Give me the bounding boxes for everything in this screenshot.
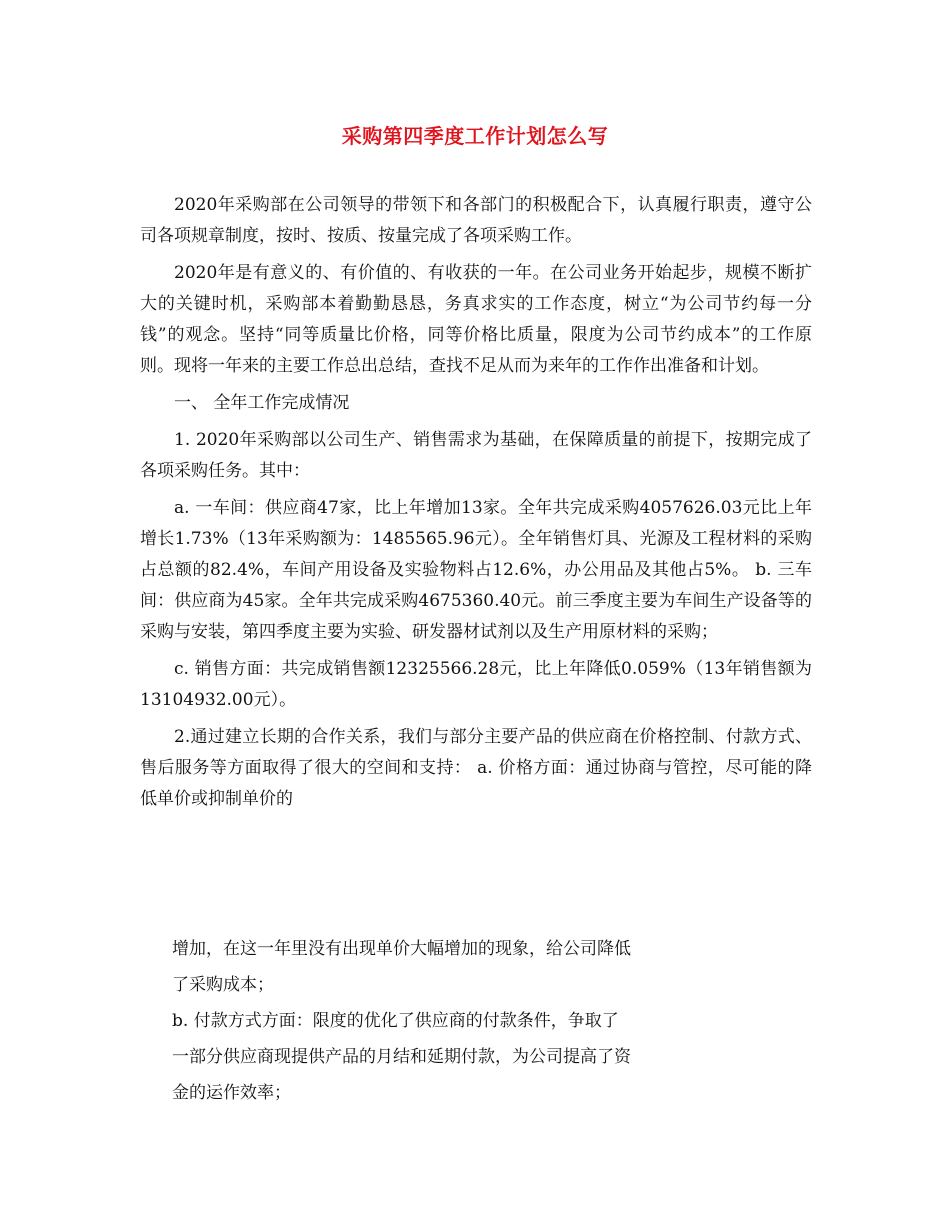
paragraph-intro: 2020年采购部在公司领导的带领下和各部门的积极配合下，认真履行职责，遵守公司各项规章制度，按时、按质、按量完成了各项采购工作。: [140, 195, 812, 246]
tail-line: 金的运作效率；: [172, 1083, 291, 1103]
paragraph-item-1c: c. 销售方面：共完成销售额12325566.28元，比上年降低0.059%（13年销售额为13104932.00元）。: [140, 659, 812, 710]
tail-line: 了采购成本；: [172, 975, 274, 995]
section-heading-annual-work: 一、 全年工作完成情况: [174, 393, 350, 413]
tail-line: 增加，在这一年里没有出现单价大幅增加的现象，给公司降低: [172, 939, 631, 959]
paragraph-item-2: 2.通过建立长期的合作关系，我们与部分主要产品的供应商在价格控制、付款方式、售后服务等方面取得了很大的空间和支持： a. 价格方面：通过协商与管控，尽可能的降低单价或抑制单价的: [140, 727, 812, 809]
tail-line: 一部分供应商现提供产品的月结和延期付款，为公司提高了资: [172, 1047, 631, 1067]
document-title: 采购第四季度工作计划怎么写: [341, 124, 609, 148]
paragraph-item-1: 1. 2020年采购部以公司生产、销售需求为基础，在保障质量的前提下，按期完成了各项采购任务。其中：: [140, 430, 812, 481]
paragraph-item-1a: a. 一车间：供应商47家，比上年增加13家。全年共完成采购4057626.03元比上年增长1.73%（13年采购额为：1485565.96元）。全年销售灯具、光源及工程材料的采购占总额的82.4%，车间产用设备及实验物料占12.6%，办公用品及其他占5%。 b. 三车间：供应商为45家。全年共完成采购4675360.40元。前三季度主要为车间生产设备等的采购与安装，第四季度主要为实验、研发器材试剂以及生产用原材料的采购；: [140, 498, 812, 642]
document-tail: [172, 934, 712, 1114]
paragraph-overview: 2020年是有意义的、有价值的、有收获的一年。在公司业务开始起步，规模不断扩大的关键时机，采购部本着勤勤恳恳，务真求实的工作态度，树立“为公司节约每一分钱”的观念。坚持“同等质量比价格，同等价格比质量，限度为公司节约成本”的工作原则。现将一年来的主要工作总出总结，查找不足从而为来年的工作作出准备和计划。: [140, 263, 812, 376]
document-body: [140, 190, 812, 821]
tail-line: b. 付款方式方面：限度的优化了供应商的付款条件，争取了: [172, 1011, 619, 1031]
